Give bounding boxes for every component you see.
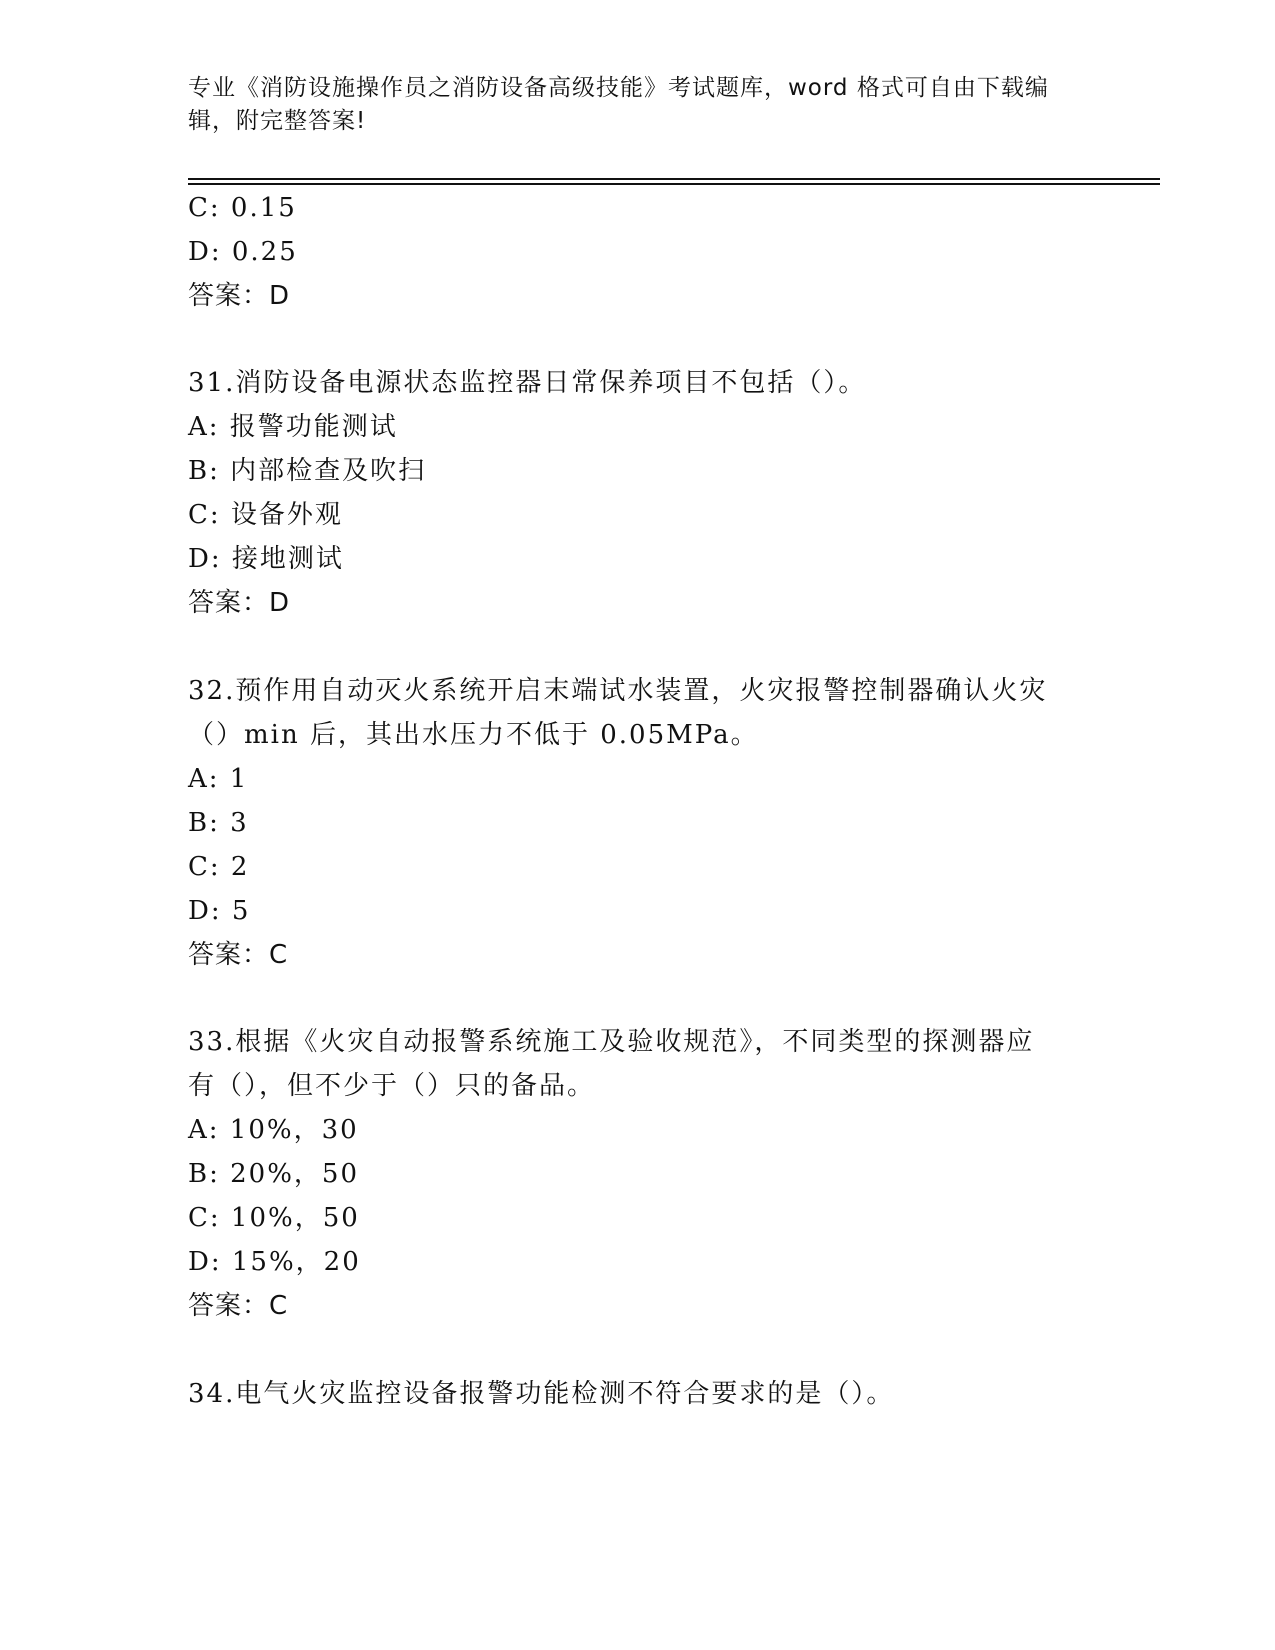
option-c: C: 0.15	[188, 193, 297, 223]
answer-line: 答案：D	[188, 281, 291, 311]
question-32-text-line-2: （）min 后，其出水压力不低于 0.05MPa。	[188, 720, 759, 750]
option-d: D: 接地测试	[188, 544, 344, 574]
header-line-2: 辑，附完整答案!	[188, 108, 367, 134]
header-divider-top	[188, 178, 1160, 180]
option-b: B: 20%，50	[188, 1159, 360, 1189]
question-34-text: 34.电气火灾监控设备报警功能检测不符合要求的是（）。	[188, 1379, 895, 1409]
question-33-text-line-2: 有（），但不少于（）只的备品。	[188, 1071, 596, 1101]
option-d: D: 15%，20	[188, 1247, 361, 1277]
option-b: B: 内部检查及吹扫	[188, 456, 427, 486]
option-a: A: 10%，30	[188, 1115, 359, 1145]
question-33-text-line-1: 33.根据《火灾自动报警系统施工及验收规范》，不同类型的探测器应	[188, 1027, 1035, 1057]
option-c: C: 2	[188, 852, 250, 882]
option-d: D: 0.25	[188, 237, 298, 267]
option-c: C: 10%，50	[188, 1203, 360, 1233]
header-divider-bottom	[188, 183, 1160, 185]
option-b: B: 3	[188, 808, 249, 838]
answer-line: 答案：D	[188, 588, 291, 618]
question-31-text: 31.消防设备电源状态监控器日常保养项目不包括（）。	[188, 368, 867, 398]
header-line-1: 专业《消防设施操作员之消防设备高级技能》考试题库，word 格式可自由下载编	[188, 75, 1049, 101]
question-32-text-line-1: 32.预作用自动灭火系统开启末端试水装置，火灾报警控制器确认火灾	[188, 676, 1048, 706]
option-d: D: 5	[188, 896, 251, 926]
option-c: C: 设备外观	[188, 500, 343, 530]
document-header	[188, 72, 1068, 138]
option-a: A: 1	[188, 764, 249, 794]
answer-line: 答案：C	[188, 1291, 289, 1321]
option-a: A: 报警功能测试	[188, 412, 398, 442]
answer-line: 答案：C	[188, 940, 289, 970]
